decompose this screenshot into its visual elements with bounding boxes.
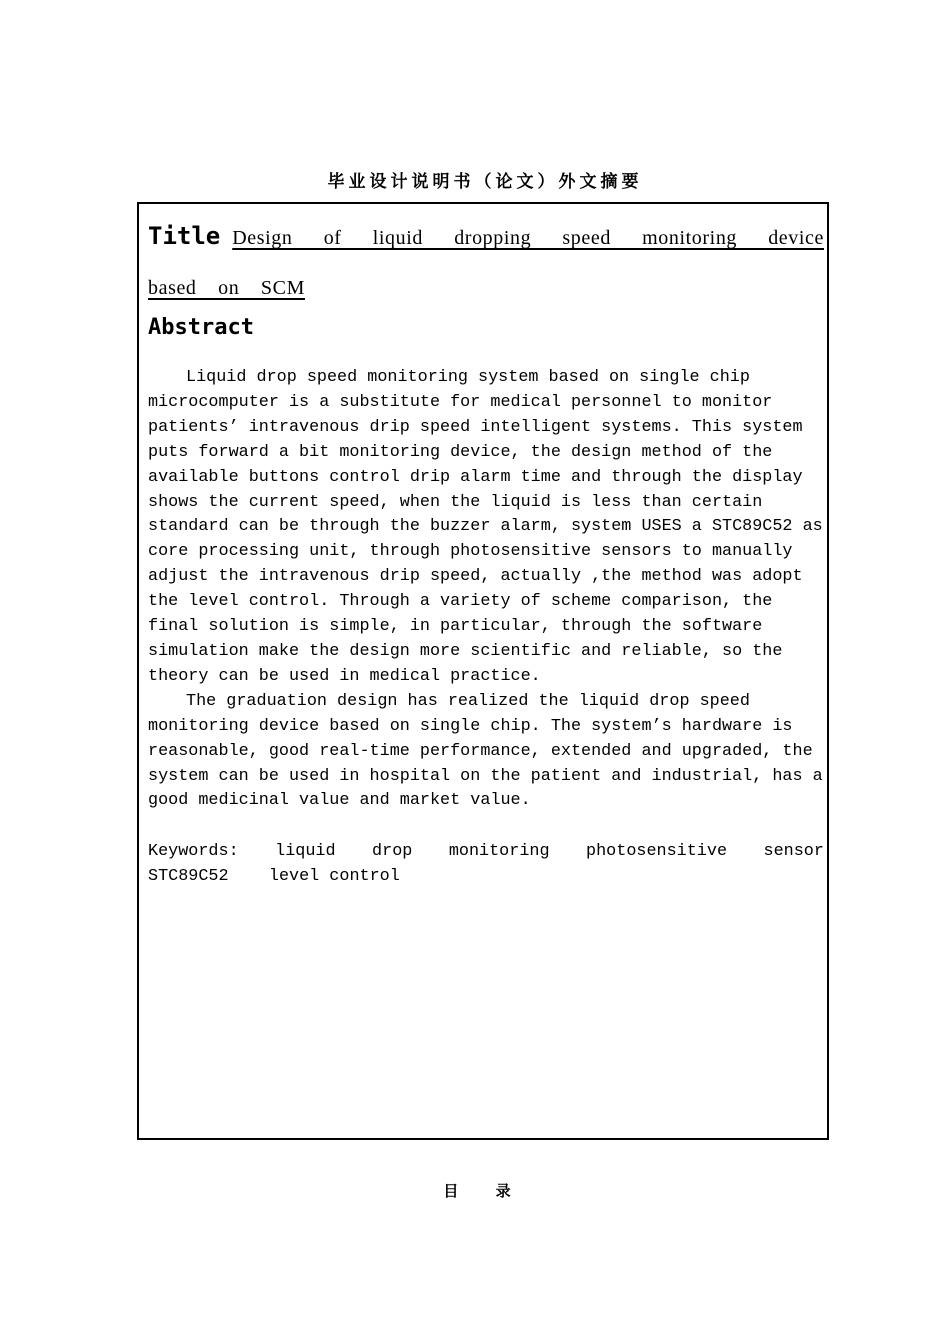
abstract-heading: Abstract — [148, 315, 254, 340]
keyword-monitoring: monitoring — [448, 842, 550, 861]
toc-heading: 目 录 — [443, 1182, 527, 1200]
keyword-word: photosensitive — [586, 842, 728, 861]
keyword-level-control: level control — [268, 866, 400, 886]
keyword-stc89c52: STC89C52 — [148, 866, 229, 886]
keyword-word: liquid — [275, 842, 336, 861]
keyword-word: drop — [372, 842, 413, 861]
keywords-label: Keywords: — [148, 842, 239, 861]
keywords — [148, 840, 824, 890]
abstract-paragraph-1: Liquid drop speed monitoring system based on single chip microcomputer is a substitute for medical personnel to monitor patients’ intravenous drip speed intelligent systems. This system puts forward a bit monitoring device, the design method of the available buttons control drip alarm time and through the display shows the current speed, when the liquid is less than certain standard can be through the buzzer alarm, system USES a STC89C52 as core processing unit, through photosensitive sensors to manually adjust the intravenous drip speed, actually ,the method was adopt the level control. Through a variety of scheme comparison, the final solution is simple, in particular, through the software simulation make the design more scientific and reliable, so the theory can be used in medical practice. — [148, 368, 823, 686]
page-heading: 毕业设计说明书（论文）外文摘要 — [327, 172, 643, 192]
title-text: Design of liquid dropping speed monitoring device based on SCM — [148, 227, 824, 299]
title-block — [148, 212, 824, 313]
abstract-frame — [137, 202, 829, 1140]
keywords-row-1 — [148, 840, 824, 865]
keyword-word: sensor — [763, 842, 824, 861]
abstract-paragraph-2: The graduation design has realized the liquid drop speed monitoring device based on single chip. The system’s hardware is reasonable, good real-time performance, extended and upgraded, the system can be used in hospital on the patient and industrial, has a good medicinal value and market value. — [148, 691, 823, 811]
title-label: Title — [148, 222, 221, 250]
keywords-row-2 — [148, 865, 824, 890]
abstract-body — [148, 366, 824, 814]
